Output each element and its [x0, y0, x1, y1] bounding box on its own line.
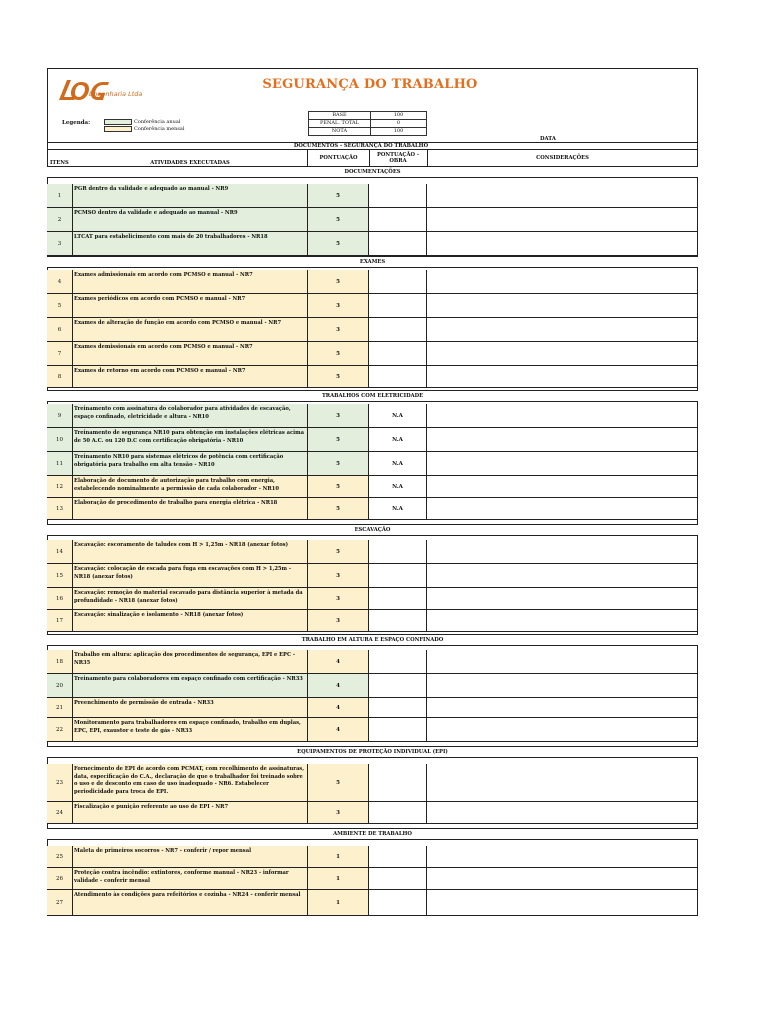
item-number: 17	[47, 610, 73, 632]
section-header: EXAMES	[47, 256, 698, 268]
table-row	[47, 868, 698, 890]
obra-score-cell[interactable]	[369, 318, 427, 342]
activity-text: Treinamento de segurança NR10 para obtenção em instalações elétricas acima de 50 A.C. ou 120 D.C com certificação obrigatória - NR10	[73, 428, 308, 452]
divider	[369, 149, 370, 166]
itens-header: ITENS	[50, 160, 69, 166]
considerations-cell[interactable]	[427, 564, 698, 588]
item-number: 9	[47, 404, 73, 428]
item-number: 12	[47, 476, 73, 498]
item-number: 8	[47, 366, 73, 388]
date-header: DATA	[540, 136, 556, 142]
item-number: 24	[47, 802, 73, 824]
considerations-cell[interactable]	[427, 452, 698, 476]
table-row	[47, 698, 698, 718]
item-number: 18	[47, 650, 73, 674]
considerations-cell[interactable]	[427, 802, 698, 824]
score-cell: 5	[308, 498, 369, 520]
obra-score-cell[interactable]: N.A	[369, 404, 427, 428]
section-header: DOCUMENTAÇÕES	[47, 166, 698, 178]
section-header: ESCAVAÇÃO	[47, 524, 698, 536]
divider	[47, 149, 698, 150]
table-row	[47, 564, 698, 588]
score-cell: 4	[308, 650, 369, 674]
considerations-cell[interactable]	[427, 674, 698, 698]
divider	[307, 149, 308, 166]
activity-text: Escavação: remoção do material escavado para distância superior à metada da profundidade - NR18 (anexar fotos)	[73, 588, 308, 610]
obra-score-cell[interactable]	[369, 674, 427, 698]
consideracoes-header: CONSIDERAÇÕES	[536, 155, 589, 161]
atividades-header: ATIVIDADES EXECUTADAS	[150, 160, 230, 166]
item-number: 13	[47, 498, 73, 520]
obra-score-cell[interactable]	[369, 718, 427, 742]
table-row	[47, 650, 698, 674]
table-row	[47, 498, 698, 520]
activity-text: Elaboração de procedimento de trabalho para energia elétrica - NR18	[73, 498, 308, 520]
table-row	[47, 452, 698, 476]
item-number: 14	[47, 540, 73, 564]
table-row	[47, 184, 698, 208]
activity-text: Exames de alteração de função em acordo com PCMSO e manual - NR7	[73, 318, 308, 342]
item-number: 26	[47, 868, 73, 890]
activity-text: Fiscalização e punição referente ao uso de EPI - NR7	[73, 802, 308, 824]
item-number: 5	[47, 294, 73, 318]
item-number: 3	[47, 232, 73, 256]
obra-score-cell[interactable]	[369, 184, 427, 208]
activity-text: Exames periódicos em acordo com PCMSO e manual - NR7	[73, 294, 308, 318]
obra-score-cell[interactable]	[369, 540, 427, 564]
score-value: 0	[371, 120, 427, 128]
item-number: 4	[47, 270, 73, 294]
score-cell: 3	[308, 610, 369, 632]
score-label: BASE	[309, 112, 371, 120]
item-number: 22	[47, 718, 73, 742]
score-cell: 4	[308, 698, 369, 718]
table-row	[47, 588, 698, 610]
obra-score-cell[interactable]	[369, 588, 427, 610]
pontuacao-obra-header: PONTUAÇÃO - OBRA	[376, 152, 420, 164]
activity-text: PCMSO dentro da validade e adequado ao manual - NR9	[73, 208, 308, 232]
obra-score-cell[interactable]	[369, 270, 427, 294]
considerations-cell[interactable]	[427, 698, 698, 718]
obra-score-cell[interactable]	[369, 208, 427, 232]
obra-score-cell[interactable]: N.A	[369, 498, 427, 520]
item-number: 27	[47, 890, 73, 916]
score-cell: 3	[308, 564, 369, 588]
score-cell: 3	[308, 404, 369, 428]
score-cell: 4	[308, 718, 369, 742]
score-cell: 5	[308, 540, 369, 564]
page-title: SEGURANÇA DO TRABALHO	[262, 77, 478, 92]
score-cell: 5	[308, 428, 369, 452]
section-header: EQUIPAMENTOS DE PROTEÇÃO INDIVIDUAL (EPI)	[47, 746, 698, 758]
item-number: 23	[47, 764, 73, 802]
item-number: 10	[47, 428, 73, 452]
item-number: 16	[47, 588, 73, 610]
legend-label: Legenda:	[62, 120, 91, 126]
considerations-cell[interactable]	[427, 232, 698, 256]
table-row	[47, 318, 698, 342]
score-value: 100	[371, 128, 427, 136]
item-number: 11	[47, 452, 73, 476]
considerations-cell[interactable]	[427, 342, 698, 366]
legend-annual-swatch	[104, 119, 132, 125]
item-number: 1	[47, 184, 73, 208]
activity-text: PGR dentro da validade e adequado ao manual - NR9	[73, 184, 308, 208]
activity-text: Escavação: colocação de escada para fuga em escavações com H > 1,25m - NR18 (anexar fotos)	[73, 564, 308, 588]
score-cell: 3	[308, 294, 369, 318]
activity-text: Exames admissionais em acordo com PCMSO e manual - NR7	[73, 270, 308, 294]
considerations-cell[interactable]	[427, 718, 698, 742]
score-cell: 5	[308, 208, 369, 232]
activity-text: Escavação: sinalização e isolamento - NR18 (anexar fotos)	[73, 610, 308, 632]
score-cell: 3	[308, 318, 369, 342]
obra-score-cell[interactable]	[369, 610, 427, 632]
considerations-cell[interactable]	[427, 366, 698, 388]
score-cell: 5	[308, 366, 369, 388]
obra-score-cell[interactable]	[369, 890, 427, 916]
obra-score-cell[interactable]: N.A	[369, 428, 427, 452]
score-cell: 1	[308, 890, 369, 916]
section-header: AMBIENTE DE TRABALHO	[47, 828, 698, 840]
score-cell: 5	[308, 232, 369, 256]
activity-text: Exames de retorno em acordo com PCMSO e manual - NR7	[73, 366, 308, 388]
score-cell: 4	[308, 674, 369, 698]
table-row	[47, 802, 698, 824]
item-number: 7	[47, 342, 73, 366]
considerations-cell[interactable]	[427, 428, 698, 452]
score-label: NOTA	[309, 128, 371, 136]
score-row-penal	[309, 120, 427, 128]
obra-score-cell[interactable]	[369, 698, 427, 718]
score-label: PENAL. TOTAL	[309, 120, 371, 128]
table-row	[47, 476, 698, 498]
doc-title-header: DOCUMENTOS - SEGURANÇA DO TRABALHO	[293, 143, 429, 149]
obra-score-cell[interactable]	[369, 342, 427, 366]
table-row	[47, 846, 698, 868]
considerations-cell[interactable]	[427, 650, 698, 674]
legend-monthly-text: Conferência mensal	[134, 126, 185, 132]
table-row	[47, 294, 698, 318]
considerations-cell[interactable]	[427, 294, 698, 318]
table-row	[47, 674, 698, 698]
obra-score-cell[interactable]	[369, 232, 427, 256]
obra-score-cell[interactable]: N.A	[369, 452, 427, 476]
score-cell: 3	[308, 588, 369, 610]
table-row	[47, 232, 698, 256]
score-row-base	[309, 112, 427, 120]
obra-score-cell[interactable]	[369, 564, 427, 588]
obra-score-cell[interactable]	[369, 846, 427, 868]
score-cell: 5	[308, 764, 369, 802]
considerations-cell[interactable]	[427, 404, 698, 428]
activity-text: Fornecimento de EPI de acordo com PCMAT, com recolhimento de assinaturas, data, especificação do C.A., declaração de que o trabalhador foi treinado sobre o uso e de desconto em caso de uso inadequado - NR6. Estabelecer periodicidade para troca de EPI.	[73, 764, 308, 802]
section-header: TRABALHO EM ALTURA E ESPAÇO CONFINADO	[47, 634, 698, 646]
activity-text: Atendimento às condições para refeitórios e cozinha - NR24 - conferir mensal	[73, 890, 308, 916]
table-row	[47, 270, 698, 294]
item-number: 20	[47, 674, 73, 698]
table-row	[47, 540, 698, 564]
divider	[427, 149, 428, 166]
considerations-cell[interactable]	[427, 208, 698, 232]
considerations-cell[interactable]	[427, 764, 698, 802]
considerations-cell[interactable]	[427, 476, 698, 498]
activity-text: Treinamento para colaboradores em espaço confinado com certificação - NR33	[73, 674, 308, 698]
item-number: 2	[47, 208, 73, 232]
company-name: Engenharia Ltda	[89, 90, 143, 98]
activity-text: Maleta de primeiros socorros - NR7 - conferir / repor mensal	[73, 846, 308, 868]
activity-text: Exames demissionais em acordo com PCMSO e manual - NR7	[73, 342, 308, 366]
legend-monthly-swatch	[104, 126, 132, 132]
considerations-cell[interactable]	[427, 540, 698, 564]
considerations-cell[interactable]	[427, 498, 698, 520]
table-row	[47, 366, 698, 388]
item-number: 15	[47, 564, 73, 588]
considerations-cell[interactable]	[427, 846, 698, 868]
activity-text: Elaboração de documento de autorização para trabalho com energia, estabelecendo nominalmente a permissão de cada colaborador - NR10	[73, 476, 308, 498]
table-row	[47, 764, 698, 802]
score-cell: 5	[308, 270, 369, 294]
score-cell: 5	[308, 452, 369, 476]
score-row-nota	[309, 128, 427, 136]
score-cell: 5	[308, 342, 369, 366]
considerations-cell[interactable]	[427, 184, 698, 208]
obra-score-cell[interactable]	[369, 868, 427, 890]
obra-score-cell[interactable]	[369, 294, 427, 318]
activity-text: Proteção contra incêndio: extintores, conforme manual - NR23 - informar validade - conferir mensal	[73, 868, 308, 890]
table-row	[47, 718, 698, 742]
obra-score-cell[interactable]	[369, 366, 427, 388]
considerations-cell[interactable]	[427, 588, 698, 610]
table-row	[47, 208, 698, 232]
table-row	[47, 428, 698, 452]
item-number: 6	[47, 318, 73, 342]
table-row	[47, 610, 698, 632]
table-row	[47, 342, 698, 366]
table-row	[47, 890, 698, 916]
legend-annual-text: Conferência anual	[134, 119, 181, 125]
obra-score-cell[interactable]	[369, 802, 427, 824]
item-number: 25	[47, 846, 73, 868]
obra-score-cell[interactable]	[369, 764, 427, 802]
score-cell: 5	[308, 476, 369, 498]
obra-score-cell[interactable]: N.A	[369, 476, 427, 498]
obra-score-cell[interactable]	[369, 650, 427, 674]
score-cell: 5	[308, 184, 369, 208]
activity-text: Treinamento NR10 para sistemas elétricos de potência com certificação obrigatória para trabalho em alta tensão - NR10	[73, 452, 308, 476]
activity-text: LTCAT para estabelicimento com mais de 20 trabalhadores - NR18	[73, 232, 308, 256]
activity-text: Preenchimento de permissão de entrada - NR33	[73, 698, 308, 718]
considerations-cell[interactable]	[427, 610, 698, 632]
considerations-cell[interactable]	[427, 270, 698, 294]
score-cell: 3	[308, 802, 369, 824]
considerations-cell[interactable]	[427, 318, 698, 342]
pontuacao-header: PONTUAÇÃO	[319, 155, 358, 161]
score-summary-table	[308, 111, 427, 136]
activity-text: Treinamento com assinatura do colaborador para atividades de escavação, espaço confinado, eletricidade e altura - NR10	[73, 404, 308, 428]
activity-text: Trabalho em altura: aplicação dos procedimentos de segurança, EPI e EPC - NR35	[73, 650, 308, 674]
score-cell: 1	[308, 868, 369, 890]
item-number: 21	[47, 698, 73, 718]
considerations-cell[interactable]	[427, 890, 698, 916]
considerations-cell[interactable]	[427, 868, 698, 890]
activity-text: Monitoramento para trabalhadores em espaço confinado, trabalho em duplas, EPC, EPI, exaustor e teste de gás - NR33	[73, 718, 308, 742]
score-value: 100	[371, 112, 427, 120]
section-header: TRABALHOS COM ELETRICIDADE	[47, 390, 698, 402]
table-row	[47, 404, 698, 428]
score-cell: 1	[308, 846, 369, 868]
activity-text: Escavação: escoramento de taludes com H > 1,25m - NR18 (anexar fotos)	[73, 540, 308, 564]
